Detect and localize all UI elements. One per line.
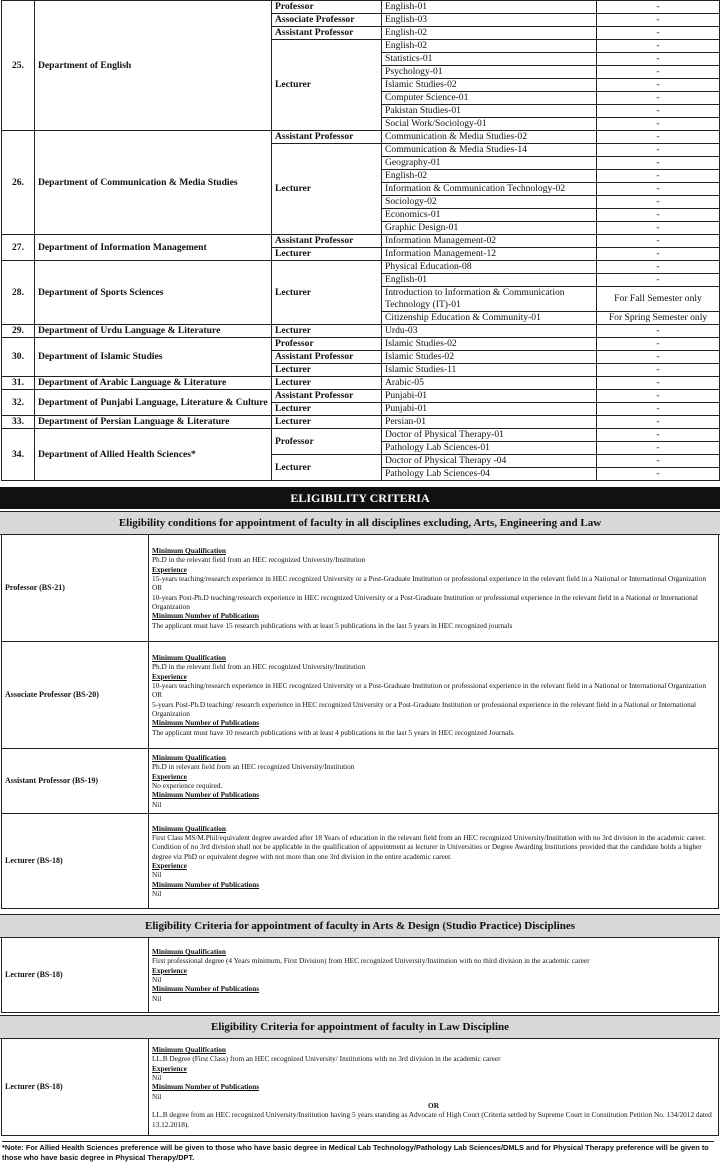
designation: Assistant Professor	[272, 27, 382, 40]
remarks: -	[597, 131, 720, 144]
remarks: -	[597, 468, 720, 481]
remarks: -	[597, 416, 720, 429]
criteria-row-assistant-professor	[2, 749, 719, 814]
subject-vacancy: English-01	[382, 274, 597, 287]
remarks: For Spring Semester only	[597, 312, 720, 325]
experience-heading: Experience	[152, 861, 187, 870]
remarks: -	[597, 442, 720, 455]
department-name: Department of Arabic Language & Literature	[35, 377, 272, 390]
criteria-table-law	[1, 1038, 719, 1136]
serial-number: 32.	[2, 390, 35, 416]
publications-text: Nil	[152, 799, 162, 809]
subject-vacancy: Doctor of Physical Therapy-01	[382, 429, 597, 442]
remarks: -	[597, 209, 720, 222]
publications-text: Nil	[152, 888, 162, 898]
publications-text: Nil	[152, 1091, 162, 1101]
subject-vacancy: English-03	[382, 14, 597, 27]
serial-number: 31.	[2, 377, 35, 390]
remarks: For Fall Semester only	[597, 287, 720, 312]
remarks: -	[597, 66, 720, 79]
subject-vacancy: English-02	[382, 170, 597, 183]
publications-text: Nil	[152, 993, 162, 1003]
remarks: -	[597, 40, 720, 53]
subject-vacancy: Graphic Design-01	[382, 222, 597, 235]
qualification-text: LL.B Degree (First Class) from an HEC recognized University/ Institutions with no 3rd division in the academic career	[152, 1054, 501, 1064]
subject-vacancy: English-02	[382, 27, 597, 40]
subject-vacancy: Citizenship Education & Community-01	[382, 312, 597, 325]
remarks: -	[597, 455, 720, 468]
serial-number: 30.	[2, 338, 35, 377]
experience-text: Nil	[152, 1073, 162, 1083]
experience-alt-text: 5-years Post-Ph.D teaching/ research experience in HEC recognized University or a Post-Graduate Institution or professional experience in the relevant field in a National or International Organization	[152, 699, 697, 718]
designation: Lecturer	[272, 377, 382, 390]
remarks: -	[597, 222, 720, 235]
serial-number: 25.	[2, 1, 35, 131]
experience-text: 10-years teaching/research experience in HEC recognized University or a Post-Graduate Institution or professional experience in the relevant field in a National or International Organization	[152, 681, 707, 691]
min-qualification-heading: Minimum Qualification	[152, 1045, 226, 1055]
post-name: Assistant Professor (BS-19)	[2, 749, 149, 814]
remarks: -	[597, 170, 720, 183]
qualification-text: First professional degree (4 Years minimum, First Division) from HEC recognized University/Institution with no third division in the academic career	[152, 956, 590, 966]
or-text: OR	[152, 583, 163, 593]
section-heading-general: Eligibility conditions for appointment of faculty in all disciplines excluding, Arts, Engineering and Law	[0, 511, 720, 535]
serial-number: 33.	[2, 416, 35, 429]
publications-text: The applicant must have 15 research publications with at least 5 publications in the last 5 years in HEC recognized journals	[152, 620, 513, 630]
qualification-text: Ph.D in the relevant field from an HEC recognized University/Institution	[152, 662, 366, 672]
department-post-row	[2, 131, 720, 144]
post-name: Lecturer (BS-18)	[2, 938, 149, 1013]
publications-text: The applicant must have 10 research publications with at least 4 publications in the last 5 years in HEC recognized Journals.	[152, 727, 515, 737]
remarks: -	[597, 261, 720, 274]
experience-heading: Experience	[152, 965, 187, 975]
subject-vacancy: Doctor of Physical Therapy -04	[382, 455, 597, 468]
designation: Lecturer	[272, 403, 382, 416]
designation: Lecturer	[272, 144, 382, 235]
remarks: -	[597, 351, 720, 364]
remarks: -	[597, 274, 720, 287]
or-text: OR	[152, 690, 163, 700]
section-heading-law: Eligibility Criteria for appointment of faculty in Law Discipline	[0, 1015, 720, 1039]
subject-vacancy: Islamic Studies-11	[382, 364, 597, 377]
criteria-row-associate-professor	[2, 642, 719, 749]
min-publications-heading: Minimum Number of Publications	[152, 790, 260, 800]
designation: Associate Professor	[272, 14, 382, 27]
qualification-condition-text: Condition of no 3rd division shall not be applicable in the qualification of appointment as lecturer in Universities or Degree Awarding Institutions provided that the candidate holds a higher degree viz PhD or equivalent degree with not more than one 3rd division in the entire academic career.	[152, 842, 702, 861]
subject-vacancy: Introduction to Information & Communication Technology (IT)-01	[382, 287, 597, 312]
section-heading-arts-design: Eligibility Criteria for appointment of faculty in Arts & Design (Studio Practice) Disciplines	[0, 914, 720, 938]
remarks: -	[597, 27, 720, 40]
experience-text: 15-years teaching/research experience in HEC recognized University or a Post-Graduate Institution or professional experience in the relevant field in a National or International Organization	[152, 574, 707, 584]
min-qualification-heading: Minimum Qualification	[152, 947, 226, 957]
department-post-row	[2, 261, 720, 274]
qualification-text: First Class MS/M.Phil/equivalent degree awarded after 18 Years of education in the relevant field from an HEC recognized University/Institution with no 3rd division in the academic career.	[152, 833, 706, 843]
subject-vacancy: Persian-01	[382, 416, 597, 429]
remarks: -	[597, 53, 720, 66]
department-post-row	[2, 377, 720, 390]
designation: Lecturer	[272, 416, 382, 429]
subject-vacancy: Punjabi-01	[382, 390, 597, 403]
department-name: Department of Communication & Media Studies	[35, 131, 272, 235]
department-post-row	[2, 338, 720, 351]
experience-heading: Experience	[152, 564, 187, 574]
subject-vacancy: Communication & Media Studies-14	[382, 144, 597, 157]
department-name: Department of Sports Sciences	[35, 261, 272, 325]
remarks: -	[597, 105, 720, 118]
subject-vacancy: English-01	[382, 1, 597, 14]
subject-vacancy: Pakistan Studies-01	[382, 105, 597, 118]
experience-text: Nil	[152, 975, 162, 984]
min-publications-heading: Minimum Number of Publications	[152, 984, 260, 994]
criteria-details	[149, 749, 719, 814]
post-name: Associate Professor (BS-20)	[2, 642, 149, 749]
min-publications-heading: Minimum Number of Publications	[152, 611, 260, 621]
remarks: -	[597, 92, 720, 105]
criteria-row-lecturer-arts	[2, 938, 719, 1013]
min-qualification-heading: Minimum Qualification	[152, 823, 226, 833]
subject-vacancy: Computer Science-01	[382, 92, 597, 105]
subject-vacancy: Information Management-12	[382, 248, 597, 261]
criteria-details	[149, 1039, 719, 1136]
subject-vacancy: Statistics-01	[382, 53, 597, 66]
min-qualification-heading: Minimum Qualification	[152, 546, 226, 556]
designation: Assistant Professor	[272, 235, 382, 248]
remarks: -	[597, 14, 720, 27]
department-name: Department of Islamic Studies	[35, 338, 272, 377]
subject-vacancy: Punjabi-01	[382, 403, 597, 416]
designation: Lecturer	[272, 261, 382, 325]
subject-vacancy: Urdu-03	[382, 325, 597, 338]
subject-vacancy: Information Management-02	[382, 235, 597, 248]
experience-heading: Experience	[152, 771, 187, 781]
experience-text: No experience required.	[152, 781, 223, 790]
remarks: -	[597, 79, 720, 92]
subject-vacancy: Islamic Studies-02	[382, 79, 597, 92]
subject-vacancy: Islamic Studes-02	[382, 351, 597, 364]
post-name: Professor (BS-21)	[2, 535, 149, 642]
remarks: -	[597, 338, 720, 351]
allied-health-note: *Note: For Allied Health Sciences preference will be given to those who have basic degree in Medical Lab Technology/Pathology Lab Sciences/DMLS and for Physical Therapy preference will be given to those who have basic degree in Physical Therapy/DPT.	[2, 1141, 714, 1163]
criteria-details	[149, 535, 719, 642]
criteria-table-general	[1, 534, 719, 909]
experience-text: Nil	[152, 870, 162, 880]
designation: Assistant Professor	[272, 131, 382, 144]
experience-heading: Experience	[152, 671, 187, 681]
department-name: Department of Persian Language & Literature	[35, 416, 272, 429]
remarks: -	[597, 377, 720, 390]
serial-number: 28.	[2, 261, 35, 325]
min-qualification-heading: Minimum Qualification	[152, 653, 226, 663]
remarks: -	[597, 144, 720, 157]
subject-vacancy: Social Work/Sociology-01	[382, 118, 597, 131]
department-name: Department of English	[35, 1, 272, 131]
subject-vacancy: Sociology-02	[382, 196, 597, 209]
department-post-row	[2, 390, 720, 403]
qualification-text: Ph.D in the relevant field from an HEC recognized University/Institution	[152, 555, 366, 565]
subject-vacancy: English-02	[382, 40, 597, 53]
subject-vacancy: Information & Communication Technology-02	[382, 183, 597, 196]
criteria-table-arts-design	[1, 937, 719, 1013]
subject-vacancy: Arabic-05	[382, 377, 597, 390]
designation: Lecturer	[272, 455, 382, 481]
designation: Professor	[272, 429, 382, 455]
remarks: -	[597, 248, 720, 261]
or-text: OR	[428, 1100, 439, 1110]
serial-number: 26.	[2, 131, 35, 235]
designation: Lecturer	[272, 248, 382, 261]
subject-vacancy: Geography-01	[382, 157, 597, 170]
criteria-details	[149, 938, 719, 1013]
department-name: Department of Allied Health Sciences*	[35, 429, 272, 481]
designation: Professor	[272, 1, 382, 14]
min-qualification-heading: Minimum Qualification	[152, 753, 226, 763]
criteria-row-lecturer-law	[2, 1039, 719, 1136]
qualification-text: Ph.D in relevant field from an HEC recognized University/Institution	[152, 762, 355, 772]
serial-number: 27.	[2, 235, 35, 261]
post-name: Lecturer (BS-18)	[2, 1039, 149, 1136]
serial-number: 29.	[2, 325, 35, 338]
min-publications-heading: Minimum Number of Publications	[152, 879, 260, 889]
criteria-details	[149, 814, 719, 909]
remarks: -	[597, 196, 720, 209]
department-post-row	[2, 416, 720, 429]
subject-vacancy: Islamic Studies-02	[382, 338, 597, 351]
alternative-qualification-text: LL.B degree from an HEC recognized University/Institution having 5 years standing as Advocate of High Court (Criteria settled by Supreme Court in Constitution Petition No. 134/2012 dated 13.12.2018).	[152, 1110, 712, 1129]
post-name: Lecturer (BS-18)	[2, 814, 149, 909]
remarks: -	[597, 235, 720, 248]
designation: Lecturer	[272, 364, 382, 377]
subject-vacancy: Communication & Media Studies-02	[382, 131, 597, 144]
department-post-row	[2, 325, 720, 338]
department-posts-table	[1, 0, 720, 481]
department-name: Department of Information Management	[35, 235, 272, 261]
designation: Lecturer	[272, 40, 382, 131]
subject-vacancy: Psychology-01	[382, 66, 597, 79]
department-name: Department of Urdu Language & Literature	[35, 325, 272, 338]
experience-heading: Experience	[152, 1063, 187, 1073]
serial-number: 34.	[2, 429, 35, 481]
subject-vacancy: Physical Education-08	[382, 261, 597, 274]
remarks: -	[597, 429, 720, 442]
department-name: Department of Punjabi Language, Literature & Culture	[35, 390, 272, 416]
designation: Lecturer	[272, 325, 382, 338]
remarks: -	[597, 183, 720, 196]
eligibility-criteria-banner: ELIGIBILITY CRITERIA	[0, 487, 720, 509]
remarks: -	[597, 1, 720, 14]
department-post-row	[2, 1, 720, 14]
subject-vacancy: Pathology Lab Sciences-04	[382, 468, 597, 481]
remarks: -	[597, 118, 720, 131]
designation: Assistant Professor	[272, 390, 382, 403]
experience-alt-text: 10-years Post-Ph.D teaching/research experience in HEC recognized University or a Post-Graduate Institution or professional experience in the relevant field in a National or International Organization	[152, 592, 698, 611]
remarks: -	[597, 325, 720, 338]
min-publications-heading: Minimum Number of Publications	[152, 718, 260, 728]
remarks: -	[597, 390, 720, 403]
designation: Professor	[272, 338, 382, 351]
criteria-details	[149, 642, 719, 749]
department-post-row	[2, 429, 720, 442]
department-post-row	[2, 235, 720, 248]
remarks: -	[597, 364, 720, 377]
remarks: -	[597, 403, 720, 416]
min-publications-heading: Minimum Number of Publications	[152, 1082, 260, 1092]
criteria-row-professor	[2, 535, 719, 642]
subject-vacancy: Pathology Lab Sciences-01	[382, 442, 597, 455]
criteria-row-lecturer	[2, 814, 719, 909]
subject-vacancy: Economics-01	[382, 209, 597, 222]
remarks: -	[597, 157, 720, 170]
designation: Assistant Professor	[272, 351, 382, 364]
